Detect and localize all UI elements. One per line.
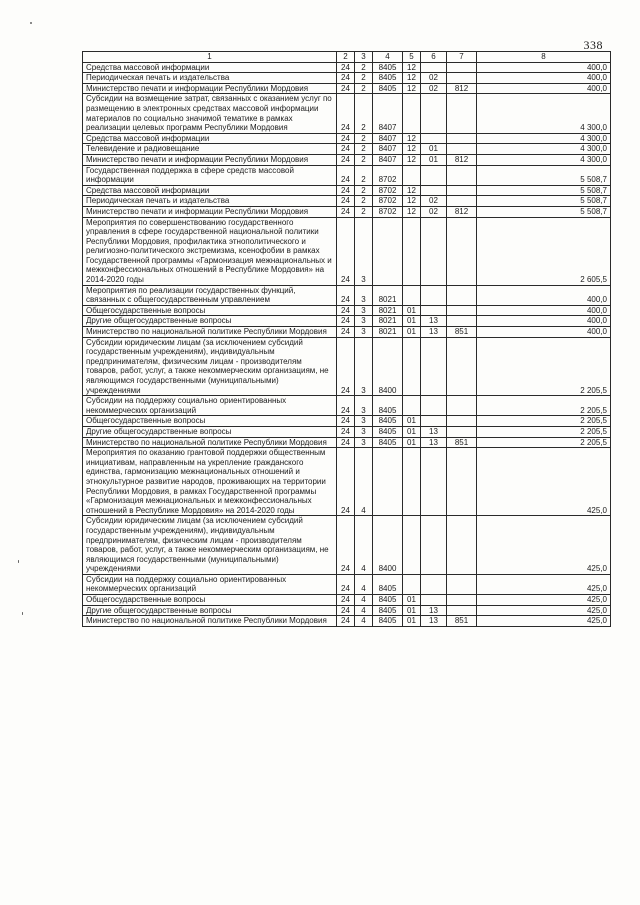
cell-subsection xyxy=(421,62,447,73)
cell-subsection: 13 xyxy=(421,426,447,437)
cell-amount: 425,0 xyxy=(477,516,611,575)
cell-code: 8405 xyxy=(373,416,403,427)
cell-code: 8400 xyxy=(373,337,403,396)
cell-code: 8407 xyxy=(373,154,403,165)
cell-section: 24 xyxy=(337,133,355,144)
cell-subsection xyxy=(421,516,447,575)
cell-section: 24 xyxy=(337,327,355,338)
cell-code: 8021 xyxy=(373,316,403,327)
cell-code: 8702 xyxy=(373,185,403,196)
cell-name: Субсидии юридическим лицам (за исключением субсидий государственным учреждениям), индивидуальным предпринимателям, физическим лицам - производителям товаров, работ, услуг, а также некоммерческим организациям, не являющимся государственными (муниципальными) учреждениями xyxy=(83,516,337,575)
table-row xyxy=(83,416,611,427)
cell-chapter xyxy=(403,337,421,396)
cell-expense-type xyxy=(447,595,477,606)
cell-amount: 425,0 xyxy=(477,616,611,627)
table-row xyxy=(83,616,611,627)
cell-subsection xyxy=(421,595,447,606)
cell-expense-type: 851 xyxy=(447,616,477,627)
cell-section: 24 xyxy=(337,83,355,94)
cell-program: 3 xyxy=(355,396,373,416)
cell-name: Общегосударственные вопросы xyxy=(83,416,337,427)
cell-name: Мероприятия по оказанию грантовой поддержки общественным инициативам, направленным на укрепление гражданского единства, гармонизацию межнациональных отношений и этнокультурное развитие народов, проживающих на территории Республики Мордовия, в рамках Государственной программы «Гармонизация межнациональных и межконфессиональных отношений в Республике Мордовия» на 2014-2020 годы xyxy=(83,448,337,516)
page-number: 338 xyxy=(583,38,603,52)
cell-expense-type xyxy=(447,305,477,316)
cell-expense-type xyxy=(447,62,477,73)
cell-subsection xyxy=(421,305,447,316)
cell-expense-type: 851 xyxy=(447,437,477,448)
cell-amount: 2 205,5 xyxy=(477,416,611,427)
cell-chapter xyxy=(403,285,421,305)
cell-code: 8405 xyxy=(373,83,403,94)
cell-code: 8405 xyxy=(373,574,403,594)
cell-section: 24 xyxy=(337,316,355,327)
cell-name: Другие общегосударственные вопросы xyxy=(83,426,337,437)
cell-subsection xyxy=(421,396,447,416)
cell-program: 2 xyxy=(355,83,373,94)
cell-amount: 2 205,5 xyxy=(477,437,611,448)
cell-code: 8405 xyxy=(373,605,403,616)
cell-section: 24 xyxy=(337,616,355,627)
cell-name: Министерство печати и информации Республики Мордовия xyxy=(83,206,337,217)
cell-chapter: 01 xyxy=(403,416,421,427)
cell-section: 24 xyxy=(337,396,355,416)
cell-chapter xyxy=(403,165,421,185)
cell-name: Субсидии на возмещение затрат, связанных с оказанием услуг по размещению в электронных средствах массовой информации материалов по социально значимой тематике в рамках реализации целевых программ Республики Мордовия xyxy=(83,94,337,133)
cell-amount: 5 508,7 xyxy=(477,206,611,217)
cell-amount: 2 205,5 xyxy=(477,426,611,437)
cell-name: Периодическая печать и издательства xyxy=(83,196,337,207)
cell-section: 24 xyxy=(337,426,355,437)
cell-expense-type xyxy=(447,94,477,133)
cell-section: 24 xyxy=(337,437,355,448)
cell-program: 2 xyxy=(355,144,373,155)
table-row xyxy=(83,73,611,84)
cell-name: Министерство по национальной политике Республики Мордовия xyxy=(83,327,337,338)
cell-chapter: 01 xyxy=(403,616,421,627)
cell-name: Другие общегосударственные вопросы xyxy=(83,605,337,616)
cell-expense-type xyxy=(447,605,477,616)
cell-chapter: 12 xyxy=(403,154,421,165)
cell-section: 24 xyxy=(337,605,355,616)
cell-program: 2 xyxy=(355,133,373,144)
cell-section: 24 xyxy=(337,217,355,285)
cell-code xyxy=(373,448,403,516)
cell-expense-type xyxy=(447,285,477,305)
cell-amount: 2 205,5 xyxy=(477,396,611,416)
cell-name: Телевидение и радиовещание xyxy=(83,144,337,155)
cell-amount: 425,0 xyxy=(477,595,611,606)
cell-amount: 2 605,5 xyxy=(477,217,611,285)
cell-chapter: 12 xyxy=(403,133,421,144)
cell-section: 24 xyxy=(337,185,355,196)
cell-name: Средства массовой информации xyxy=(83,133,337,144)
cell-section: 24 xyxy=(337,516,355,575)
cell-section: 24 xyxy=(337,62,355,73)
cell-subsection: 01 xyxy=(421,154,447,165)
table-row xyxy=(83,94,611,133)
cell-name: Государственная поддержка в сфере средств массовой информации xyxy=(83,165,337,185)
cell-expense-type xyxy=(447,217,477,285)
cell-name: Субсидии на поддержку социально ориентированных некоммерческих организаций xyxy=(83,574,337,594)
table-row xyxy=(83,206,611,217)
cell-code: 8021 xyxy=(373,285,403,305)
table-row xyxy=(83,62,611,73)
cell-code: 8702 xyxy=(373,196,403,207)
cell-section: 24 xyxy=(337,574,355,594)
cell-section: 24 xyxy=(337,94,355,133)
cell-expense-type xyxy=(447,165,477,185)
cell-chapter xyxy=(403,94,421,133)
cell-section: 24 xyxy=(337,73,355,84)
cell-chapter: 01 xyxy=(403,316,421,327)
table-row xyxy=(83,337,611,396)
cell-name: Средства массовой информации xyxy=(83,185,337,196)
cell-amount: 4 300,0 xyxy=(477,94,611,133)
cell-subsection xyxy=(421,217,447,285)
cell-program: 2 xyxy=(355,73,373,84)
table-row xyxy=(83,437,611,448)
cell-amount: 2 205,5 xyxy=(477,337,611,396)
cell-expense-type: 812 xyxy=(447,154,477,165)
cell-expense-type xyxy=(447,133,477,144)
table-row xyxy=(83,196,611,207)
table-row xyxy=(83,165,611,185)
cell-name: Субсидии на поддержку социально ориентированных некоммерческих организаций xyxy=(83,396,337,416)
cell-expense-type xyxy=(447,337,477,396)
table-row xyxy=(83,448,611,516)
cell-expense-type xyxy=(447,416,477,427)
cell-amount: 5 508,7 xyxy=(477,165,611,185)
cell-section: 24 xyxy=(337,305,355,316)
cell-code: 8021 xyxy=(373,327,403,338)
cell-subsection: 01 xyxy=(421,144,447,155)
cell-subsection: 02 xyxy=(421,83,447,94)
header-row xyxy=(83,52,611,63)
table-header xyxy=(83,52,611,63)
cell-program: 3 xyxy=(355,426,373,437)
cell-subsection xyxy=(421,285,447,305)
cell-amount: 400,0 xyxy=(477,305,611,316)
cell-program: 4 xyxy=(355,605,373,616)
cell-code: 8702 xyxy=(373,165,403,185)
cell-program: 4 xyxy=(355,448,373,516)
cell-expense-type xyxy=(447,316,477,327)
table-row xyxy=(83,154,611,165)
cell-program: 4 xyxy=(355,595,373,606)
budget-table xyxy=(82,51,611,627)
cell-section: 24 xyxy=(337,285,355,305)
cell-program: 2 xyxy=(355,62,373,73)
cell-expense-type xyxy=(447,144,477,155)
cell-subsection xyxy=(421,574,447,594)
header-cell: 4 xyxy=(373,52,403,63)
cell-chapter xyxy=(403,516,421,575)
cell-program: 3 xyxy=(355,337,373,396)
cell-chapter xyxy=(403,574,421,594)
table-row xyxy=(83,396,611,416)
cell-code: 8021 xyxy=(373,305,403,316)
cell-subsection: 13 xyxy=(421,605,447,616)
cell-name: Общегосударственные вопросы xyxy=(83,305,337,316)
cell-section: 24 xyxy=(337,154,355,165)
cell-code: 8405 xyxy=(373,595,403,606)
cell-code xyxy=(373,217,403,285)
cell-subsection xyxy=(421,94,447,133)
header-cell: 7 xyxy=(447,52,477,63)
cell-amount: 4 300,0 xyxy=(477,154,611,165)
cell-program: 2 xyxy=(355,154,373,165)
cell-program: 3 xyxy=(355,316,373,327)
cell-section: 24 xyxy=(337,416,355,427)
cell-code: 8702 xyxy=(373,206,403,217)
cell-code: 8405 xyxy=(373,396,403,416)
cell-code: 8407 xyxy=(373,144,403,155)
cell-chapter: 01 xyxy=(403,327,421,338)
header-cell: 5 xyxy=(403,52,421,63)
cell-program: 3 xyxy=(355,437,373,448)
header-cell: 3 xyxy=(355,52,373,63)
cell-chapter: 12 xyxy=(403,196,421,207)
header-cell: 2 xyxy=(337,52,355,63)
cell-program: 2 xyxy=(355,196,373,207)
cell-subsection: 02 xyxy=(421,196,447,207)
cell-chapter: 12 xyxy=(403,185,421,196)
cell-name: Средства массовой информации xyxy=(83,62,337,73)
cell-expense-type: 851 xyxy=(447,327,477,338)
cell-amount: 400,0 xyxy=(477,316,611,327)
cell-program: 4 xyxy=(355,574,373,594)
cell-program: 3 xyxy=(355,416,373,427)
cell-expense-type xyxy=(447,426,477,437)
cell-section: 24 xyxy=(337,448,355,516)
cell-expense-type xyxy=(447,516,477,575)
cell-section: 24 xyxy=(337,196,355,207)
cell-code: 8405 xyxy=(373,426,403,437)
cell-section: 24 xyxy=(337,337,355,396)
cell-chapter: 01 xyxy=(403,426,421,437)
cell-subsection: 02 xyxy=(421,73,447,84)
cell-expense-type xyxy=(447,574,477,594)
cell-expense-type xyxy=(447,448,477,516)
cell-section: 24 xyxy=(337,206,355,217)
cell-amount: 425,0 xyxy=(477,574,611,594)
cell-subsection xyxy=(421,416,447,427)
table-row xyxy=(83,83,611,94)
cell-program: 4 xyxy=(355,516,373,575)
cell-chapter: 12 xyxy=(403,73,421,84)
cell-chapter: 01 xyxy=(403,437,421,448)
cell-expense-type: 812 xyxy=(447,206,477,217)
cell-code: 8400 xyxy=(373,516,403,575)
cell-subsection: 02 xyxy=(421,206,447,217)
cell-amount: 5 508,7 xyxy=(477,185,611,196)
cell-amount: 5 508,7 xyxy=(477,196,611,207)
cell-code: 8405 xyxy=(373,616,403,627)
cell-subsection: 13 xyxy=(421,327,447,338)
cell-code: 8407 xyxy=(373,133,403,144)
cell-subsection xyxy=(421,337,447,396)
cell-name: Общегосударственные вопросы xyxy=(83,595,337,606)
cell-program: 3 xyxy=(355,327,373,338)
table-row xyxy=(83,133,611,144)
table-row xyxy=(83,144,611,155)
cell-expense-type xyxy=(447,73,477,84)
cell-chapter: 12 xyxy=(403,144,421,155)
table-body xyxy=(83,62,611,626)
header-cell: 1 xyxy=(83,52,337,63)
cell-name: Министерство печати и информации Республики Мордовия xyxy=(83,83,337,94)
cell-amount: 425,0 xyxy=(477,448,611,516)
scan-speck xyxy=(18,560,19,563)
header-cell: 6 xyxy=(421,52,447,63)
table-row xyxy=(83,305,611,316)
cell-program: 3 xyxy=(355,217,373,285)
cell-subsection xyxy=(421,448,447,516)
cell-expense-type xyxy=(447,196,477,207)
cell-amount: 400,0 xyxy=(477,327,611,338)
cell-program: 2 xyxy=(355,206,373,217)
cell-section: 24 xyxy=(337,595,355,606)
cell-expense-type xyxy=(447,185,477,196)
cell-name: Другие общегосударственные вопросы xyxy=(83,316,337,327)
cell-name: Мероприятия по совершенствованию государственного управления в сфере государственной национальной политики Республики Мордовия, профилактика этнополитического и религиозно-политического экстремизма, ксенофобии в рамках Государственной программы «Гармонизация межнациональных и межконфессиональных отношений в Республике Мордовия» на 2014-2020 годы xyxy=(83,217,337,285)
cell-name: Министерство по национальной политике Республики Мордовия xyxy=(83,616,337,627)
table-row xyxy=(83,574,611,594)
table-row xyxy=(83,426,611,437)
cell-program: 3 xyxy=(355,285,373,305)
scan-speck xyxy=(30,22,32,24)
table-row xyxy=(83,217,611,285)
table-row xyxy=(83,595,611,606)
cell-subsection xyxy=(421,133,447,144)
cell-expense-type: 812 xyxy=(447,83,477,94)
cell-program: 3 xyxy=(355,305,373,316)
table-row xyxy=(83,516,611,575)
cell-chapter: 12 xyxy=(403,83,421,94)
cell-code: 8405 xyxy=(373,437,403,448)
cell-chapter: 12 xyxy=(403,62,421,73)
cell-chapter xyxy=(403,448,421,516)
cell-amount: 4 300,0 xyxy=(477,133,611,144)
cell-chapter xyxy=(403,217,421,285)
cell-subsection xyxy=(421,165,447,185)
cell-program: 2 xyxy=(355,94,373,133)
cell-program: 2 xyxy=(355,165,373,185)
table-row xyxy=(83,185,611,196)
cell-name: Субсидии юридическим лицам (за исключением субсидий государственным учреждениям), индивидуальным предпринимателям, физическим лицам - производителям товаров, работ, услуг, а также некоммерческим организациям, не являющимся государственными (муниципальными) учреждениями xyxy=(83,337,337,396)
table-row xyxy=(83,316,611,327)
cell-code: 8405 xyxy=(373,73,403,84)
cell-subsection xyxy=(421,185,447,196)
cell-chapter xyxy=(403,396,421,416)
table-row xyxy=(83,327,611,338)
cell-section: 24 xyxy=(337,144,355,155)
cell-chapter: 01 xyxy=(403,605,421,616)
cell-subsection: 13 xyxy=(421,316,447,327)
cell-program: 2 xyxy=(355,185,373,196)
cell-program: 4 xyxy=(355,616,373,627)
cell-name: Периодическая печать и издательства xyxy=(83,73,337,84)
cell-code: 8405 xyxy=(373,62,403,73)
header-cell: 8 xyxy=(477,52,611,63)
cell-name: Мероприятия по реализации государственных функций, связанных с общегосударственным управлением xyxy=(83,285,337,305)
cell-subsection: 13 xyxy=(421,437,447,448)
cell-section: 24 xyxy=(337,165,355,185)
cell-amount: 4 300,0 xyxy=(477,144,611,155)
table-row xyxy=(83,605,611,616)
cell-chapter: 01 xyxy=(403,595,421,606)
cell-name: Министерство печати и информации Республики Мордовия xyxy=(83,154,337,165)
cell-name: Министерство по национальной политике Республики Мордовия xyxy=(83,437,337,448)
scan-speck xyxy=(22,612,23,615)
cell-amount: 400,0 xyxy=(477,73,611,84)
cell-amount: 400,0 xyxy=(477,62,611,73)
table-row xyxy=(83,285,611,305)
cell-amount: 425,0 xyxy=(477,605,611,616)
cell-subsection: 13 xyxy=(421,616,447,627)
cell-chapter: 12 xyxy=(403,206,421,217)
cell-chapter: 01 xyxy=(403,305,421,316)
cell-amount: 400,0 xyxy=(477,83,611,94)
cell-code: 8407 xyxy=(373,94,403,133)
cell-amount: 400,0 xyxy=(477,285,611,305)
cell-expense-type xyxy=(447,396,477,416)
